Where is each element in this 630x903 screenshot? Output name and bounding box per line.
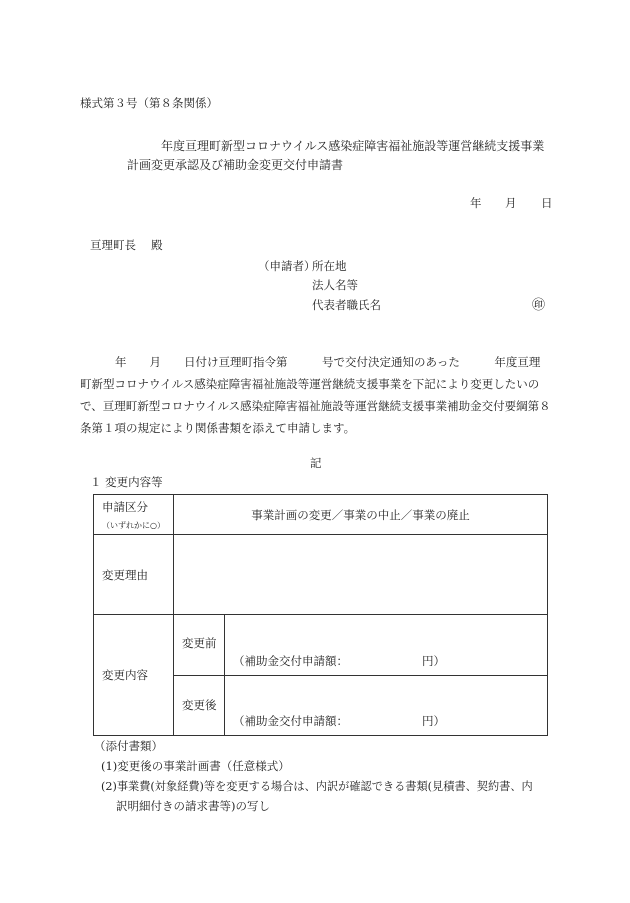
kubun-note: （いずれかに○） — [102, 520, 165, 530]
body-line: 条第１項の規定により関係書類を添えて申請します。 — [80, 421, 356, 435]
reason-value-cell[interactable] — [174, 535, 548, 615]
date-month: 月 — [505, 196, 517, 210]
table-row — [94, 495, 548, 535]
attachment-item-2-line-1: (2)事業費(対象経費)等を変更する場合は、内訳が確認できる書類(見積書、契約書、内 — [101, 780, 533, 793]
attachment-item-1: (1)変更後の事業計画書（任意様式） — [101, 759, 290, 773]
before-label: 変更前 — [182, 636, 217, 650]
before-amount-label: （補助金交付申請額： — [233, 654, 348, 668]
kubun-label: 申請区分 — [102, 499, 148, 514]
table-row — [94, 615, 548, 676]
before-label-cell — [174, 615, 225, 676]
after-label-cell — [174, 676, 225, 736]
before-amount-unit: 円） — [422, 654, 445, 668]
ki-heading: 記 — [310, 456, 322, 470]
after-value-cell[interactable] — [225, 676, 548, 736]
applicant-label: （申請者） — [258, 259, 316, 273]
kubun-options-cell[interactable] — [174, 495, 548, 535]
body-paragraph — [80, 351, 556, 439]
addressee: 亘理町長 殿 — [90, 238, 163, 252]
before-value-cell[interactable] — [225, 615, 548, 676]
table-row — [94, 535, 548, 615]
change-content-table — [93, 494, 548, 736]
body-line: で、亘理町新型コロナウイルス感染症障害福祉施設等運営継続支援事業補助金交付要綱第８ — [80, 399, 551, 413]
content-label: 変更内容 — [102, 668, 148, 682]
date-day: 日 — [541, 196, 553, 210]
body-line: 町新型コロナウイルス感染症障害福祉施設等運営継続支援事業を下記により変更したいの — [80, 377, 540, 391]
applicant-corp-name: 法人名等 — [312, 278, 358, 292]
after-label: 変更後 — [182, 698, 217, 712]
kubun-label-cell — [94, 495, 174, 535]
attachments-header: （添付書類） — [94, 739, 163, 753]
applicant-address: 所在地 — [312, 259, 347, 273]
kubun-options: 事業計画の変更／事業の中止／事業の廃止 — [251, 507, 470, 522]
section-1-heading: １ 変更内容等 — [90, 475, 163, 489]
applicant-rep-name: 代表者職氏名 — [312, 298, 381, 312]
content-label-cell — [94, 615, 174, 736]
after-amount-unit: 円） — [422, 714, 445, 728]
form-number: 様式第３号（第８条関係） — [80, 96, 218, 110]
after-amount-label: （補助金交付申請額： — [233, 714, 348, 728]
body-line: 年 月 日付け亘理町指令第 号で交付決定通知のあった 年度亘理 — [115, 355, 541, 369]
reason-label: 変更理由 — [102, 567, 148, 582]
title-line-2: 計画変更承認及び補助金変更交付申請書 — [127, 158, 344, 172]
reason-label-cell — [94, 535, 174, 615]
attachment-item-2-line-2: 訳明細付きの請求書等)の写し — [116, 799, 270, 813]
seal-mark: ㊞ — [532, 298, 546, 313]
date-year: 年 — [470, 196, 482, 210]
title-line-1: 年度亘理町新型コロナウイルス感染症障害福祉施設等運営継続支援事業 — [161, 139, 545, 153]
